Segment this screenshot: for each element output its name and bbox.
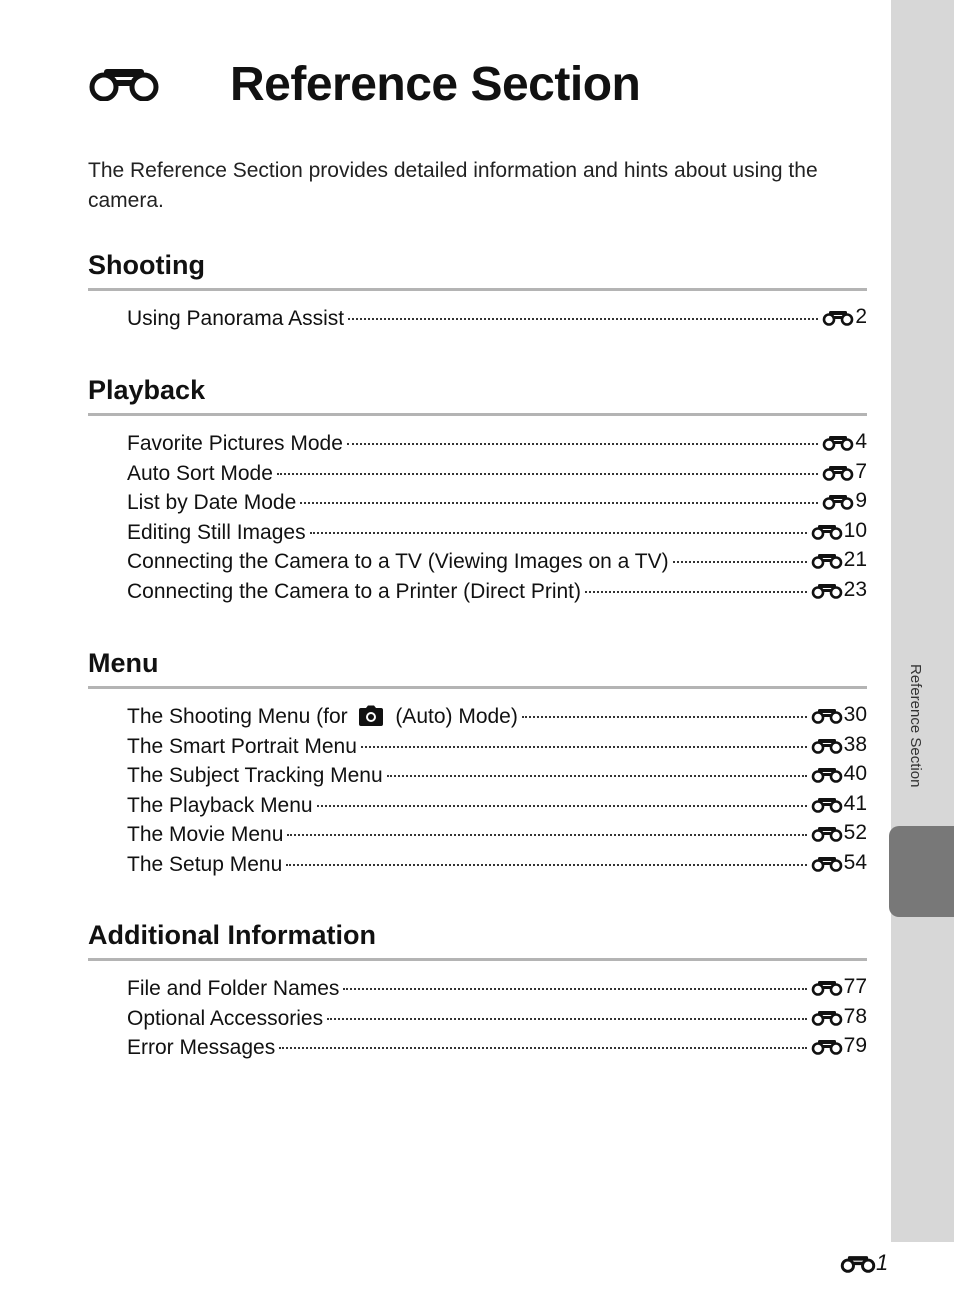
section-heading: Menu — [88, 646, 867, 689]
toc-entry-title: The Setup Menu — [127, 852, 283, 876]
toc-entry[interactable] — [127, 851, 867, 881]
dot-leader — [347, 443, 818, 445]
toc-entry-page: 30 — [843, 703, 867, 726]
reference-section-icon — [811, 856, 843, 872]
dot-leader — [361, 746, 807, 748]
toc-entry[interactable] — [127, 1034, 867, 1064]
toc-entry-title: Favorite Pictures Mode — [127, 432, 343, 455]
dot-leader — [522, 716, 807, 718]
reference-section-icon — [811, 767, 843, 783]
toc-entry[interactable] — [127, 460, 867, 490]
dot-leader — [317, 805, 807, 807]
toc-entry[interactable] — [127, 430, 867, 460]
toc-entry-title: Editing Still Images — [127, 520, 306, 544]
toc-entry[interactable] — [127, 703, 867, 733]
toc-entry-page: 41 — [843, 791, 867, 815]
camera-icon — [359, 705, 383, 726]
section-additional-information — [88, 918, 867, 1064]
side-tab-marker[interactable] — [889, 826, 954, 917]
reference-section-icon — [811, 553, 843, 569]
toc-entry-title: Connecting the Camera to a TV (Viewing Images on a TV) — [127, 550, 669, 574]
reference-section-icon — [840, 1255, 876, 1273]
reference-section-icon — [822, 435, 854, 451]
toc-entry[interactable] — [127, 733, 867, 763]
section-heading: Playback — [88, 373, 867, 416]
reference-section-icon — [811, 826, 843, 842]
toc-entry-title: File and Folder Names — [127, 977, 340, 1000]
toc-entry-page: 54 — [843, 850, 867, 874]
toc-entry-page: 2 — [855, 305, 867, 328]
toc-entry-page: 77 — [843, 975, 867, 998]
reference-section-icon — [811, 524, 843, 540]
toc-entry[interactable] — [127, 548, 867, 578]
toc-entry[interactable] — [127, 975, 867, 1005]
reference-section-icon — [811, 1010, 843, 1026]
page-number-value: 1 — [876, 1250, 889, 1275]
reference-section-icon — [822, 465, 854, 481]
toc-entry-page: 4 — [855, 430, 867, 453]
side-tab — [891, 0, 954, 1242]
dot-leader — [286, 864, 806, 866]
toc-entry-title: The Shooting Menu (for (Auto) Mode) — [127, 705, 518, 728]
toc-entry-page: 10 — [843, 518, 867, 542]
binoculars-icon — [88, 67, 160, 101]
toc-entry-page: 78 — [843, 1004, 867, 1028]
toc-entry-page: 9 — [855, 489, 867, 513]
toc-entry-page: 38 — [843, 732, 867, 756]
toc-entry-title: Error Messages — [127, 1036, 276, 1060]
intro-paragraph: The Reference Section provides detailed information and hints about using the camera. — [88, 159, 818, 212]
toc-entry-page: 79 — [843, 1034, 867, 1058]
dot-leader — [673, 561, 807, 563]
toc-entry-title: Optional Accessories — [127, 1006, 324, 1030]
dot-leader — [327, 1018, 807, 1020]
dot-leader — [287, 834, 806, 836]
toc-entry[interactable] — [127, 792, 867, 822]
toc-entry[interactable] — [127, 578, 867, 608]
dot-leader — [348, 318, 818, 320]
section-heading: Shooting — [88, 248, 867, 291]
reference-section-icon — [811, 708, 843, 724]
page-number — [840, 1250, 888, 1276]
toc-entry-title: Connecting the Camera to a Printer (Direct Print) — [127, 579, 582, 603]
reference-section-icon — [811, 738, 843, 754]
toc-entry-title: Using Panorama Assist — [127, 307, 345, 330]
dot-leader — [279, 1047, 806, 1049]
dot-leader — [310, 532, 807, 534]
reference-section-icon — [811, 980, 843, 996]
section-menu — [88, 646, 867, 881]
section-shooting — [88, 248, 867, 335]
toc-entry-page: 7 — [855, 459, 867, 483]
dot-leader — [585, 591, 807, 593]
reference-section-icon — [811, 1039, 843, 1055]
toc-entry[interactable] — [127, 519, 867, 549]
toc-entry-page: 40 — [843, 762, 867, 786]
toc-entry[interactable] — [127, 305, 867, 335]
toc-entry-page: 23 — [843, 577, 867, 601]
section-playback — [88, 373, 867, 608]
toc-entry-title: The Smart Portrait Menu — [127, 734, 357, 758]
reference-section-icon — [822, 310, 854, 326]
toc-entry-title: List by Date Mode — [127, 491, 297, 515]
toc-entry-title: The Movie Menu — [127, 823, 284, 847]
dot-leader — [387, 775, 807, 777]
page-title-text: Reference Section — [230, 57, 641, 111]
side-tab-label: Reference Section — [907, 664, 924, 788]
dot-leader — [277, 473, 818, 475]
reference-section-icon — [811, 583, 843, 599]
toc-entry-title: The Playback Menu — [127, 793, 313, 817]
toc-entry[interactable] — [127, 489, 867, 519]
reference-section-icon — [811, 797, 843, 813]
section-heading: Additional Information — [88, 918, 867, 961]
dot-leader — [343, 988, 806, 990]
toc-entry-page: 21 — [843, 548, 867, 572]
reference-section-icon — [822, 494, 854, 510]
toc-entry[interactable] — [127, 1005, 867, 1035]
toc-entry[interactable] — [127, 762, 867, 792]
toc-entry-title: The Subject Tracking Menu — [127, 764, 383, 788]
dot-leader — [300, 502, 818, 504]
toc-entry-page: 52 — [843, 821, 867, 845]
toc-entry[interactable] — [127, 821, 867, 851]
toc-entry-title: Auto Sort Mode — [127, 461, 273, 485]
page-title — [88, 52, 640, 116]
